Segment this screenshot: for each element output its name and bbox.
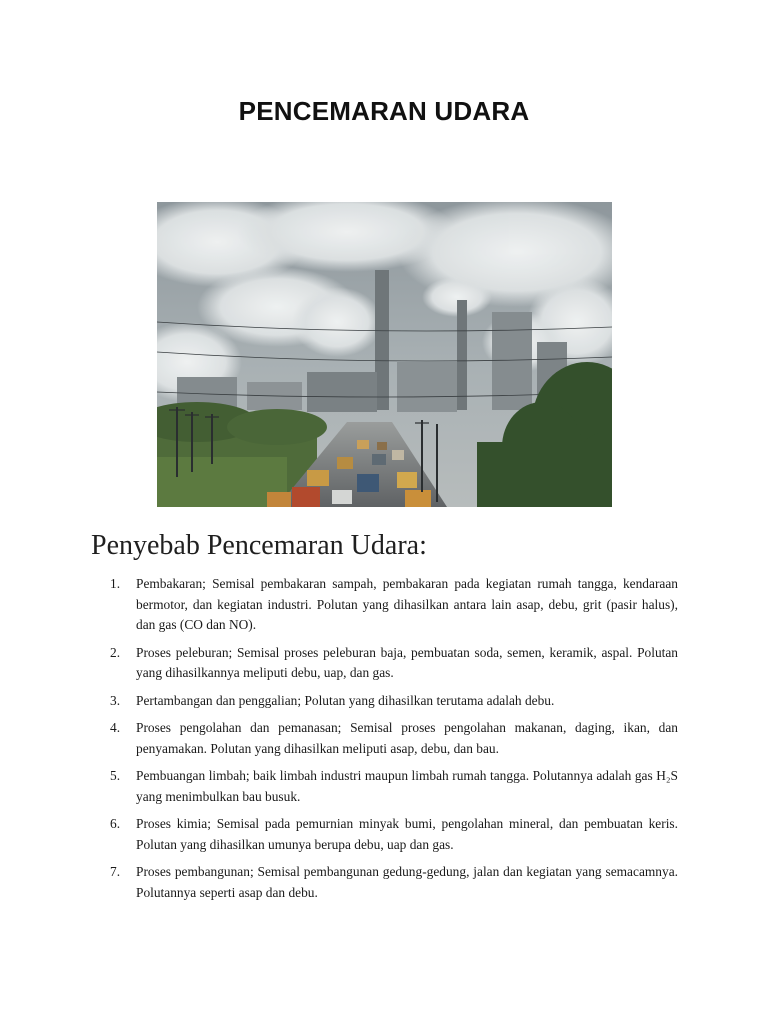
causes-list bbox=[110, 574, 678, 910]
list-text: Pembuangan limbah; baik limbah industri maupun limbah rumah tangga. Polutannya adalah gas H₂S yang menimbulkan bau busuk. bbox=[136, 768, 678, 804]
list-text: Pertambangan dan penggalian; Polutan yang dihasilkan terutama adalah debu. bbox=[136, 692, 555, 708]
list-item bbox=[110, 574, 678, 636]
list-number: 5. bbox=[110, 768, 121, 783]
list-number: 7. bbox=[110, 864, 121, 879]
list-number: 1. bbox=[110, 576, 121, 591]
list-item bbox=[110, 643, 678, 684]
list-item bbox=[110, 814, 678, 855]
section-heading: Penyebab Pencemaran Udara: bbox=[91, 530, 427, 561]
document-title: PENCEMARAN UDARA bbox=[238, 96, 530, 126]
list-number: 2. bbox=[110, 644, 121, 660]
list-text: Proses peleburan; Semisal proses peleburan baja, pembuatan soda, semen, keramik, aspal. Polutan yang dihasilkannya meliputi debu, uap, dan gas. bbox=[136, 644, 678, 680]
list-number: 4. bbox=[110, 720, 121, 735]
list-item bbox=[110, 862, 678, 903]
pollution-photo bbox=[157, 202, 612, 507]
list-number: 3. bbox=[110, 692, 121, 708]
list-text: Proses kimia; Semisal pada pemurnian minyak bumi, pengolahan mineral, dan pembuatan keris. Polutan yang dihasilkan umunya berupa debu, uap dan gas. bbox=[136, 816, 678, 852]
list-text: Proses pengolahan dan pemanasan; Semisal proses pengolahan makanan, daging, ikan, dan penyamakan. Polutan yang dihasilkan meliputi asap, debu, dan bau. bbox=[136, 720, 678, 756]
list-item bbox=[110, 718, 678, 759]
list-item bbox=[110, 691, 678, 712]
list-number: 6. bbox=[110, 816, 121, 831]
list-text: Proses pembangunan; Semisal pembangunan gedung-gedung, jalan dan kegiatan yang semacamnya. Polutannya seperti asap dan debu. bbox=[136, 864, 678, 900]
list-text: Pembakaran; Semisal pembakaran sampah, pembakaran pada kegiatan rumah tangga, kendaraan bermotor, dan kegiatan industri. Polutan yang dihasilkan antara lain asap, debu, grit (pasir halus), dan gas (CO dan NO). bbox=[136, 576, 678, 632]
list-item bbox=[110, 766, 678, 807]
